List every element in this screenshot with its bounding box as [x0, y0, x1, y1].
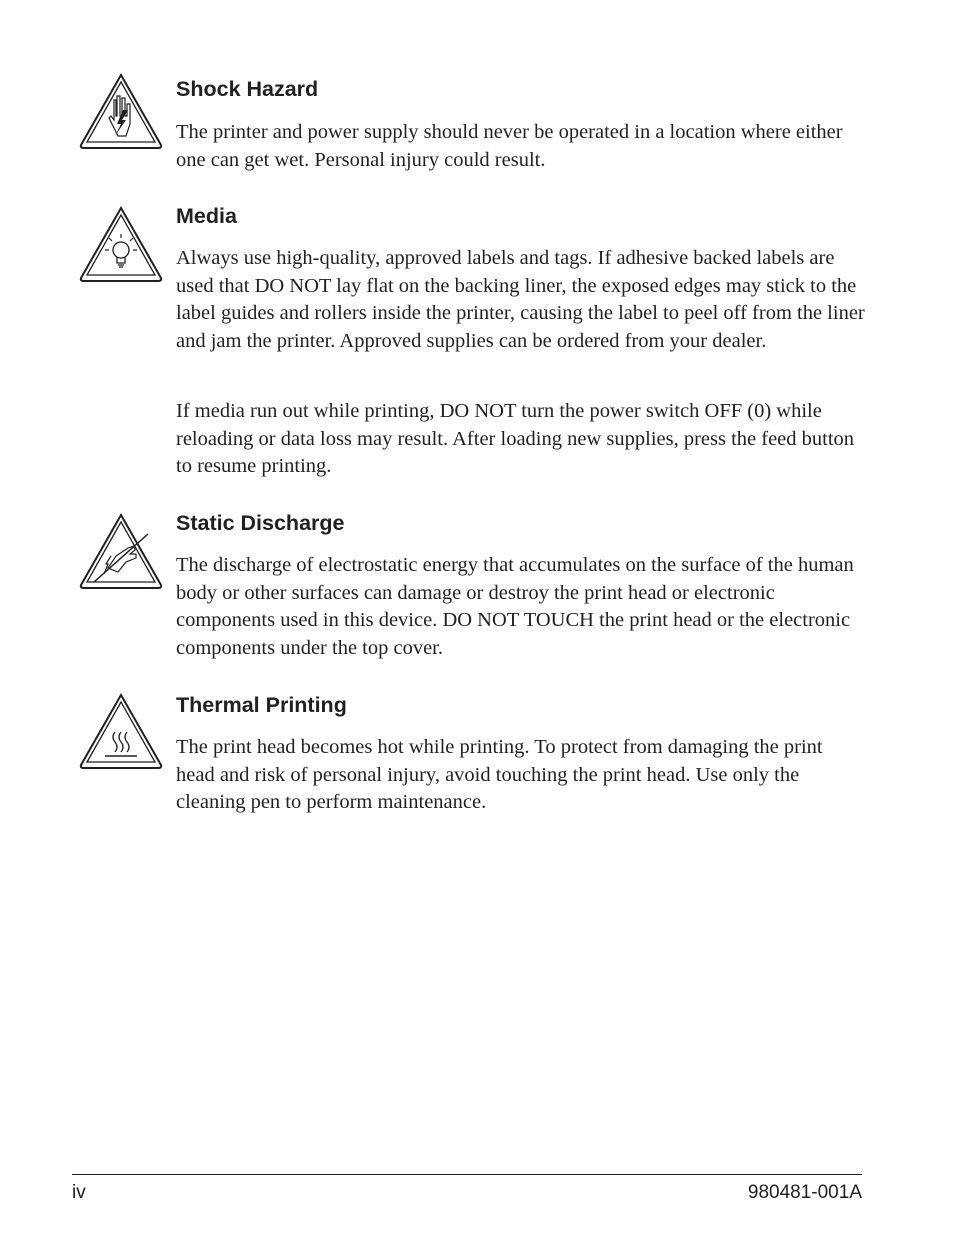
footer-divider: [72, 1174, 862, 1175]
section-paragraph: Always use high-quality, approved labels and tags. If adhesive backed labels are used that DO NOT lay flat on the backing liner, the exposed edges may stick to the label guides and rollers inside the printer, causing the label to peel off from the liner and jam the printer. Approved supplies can be ordered from your dealer.: [176, 247, 865, 352]
shock-hazard-icon: [78, 72, 164, 150]
section-heading: Shock Hazard: [176, 77, 319, 101]
static-discharge-icon: [78, 512, 164, 590]
document-number: 980481-001A: [747, 1182, 862, 1203]
section-heading: Static Discharge: [176, 511, 345, 535]
light-bulb-icon: [78, 205, 164, 283]
section-heading: Media: [176, 204, 237, 228]
section-paragraph: The print head becomes hot while printing. To protect from damaging the print head and risk of personal injury, avoid touching the print head. Use only the cleaning pen to perform maintenance.: [176, 736, 823, 814]
section-paragraph: The discharge of electrostatic energy that accumulates on the surface of the human body or other surfaces can damage or destroy the print head or electronic components used in this device. DO NOT TOUCH the print head or the electronic components under the top cover.: [176, 554, 854, 659]
page-number: iv: [72, 1182, 86, 1203]
hot-surface-icon: [78, 692, 164, 770]
section-heading: Thermal Printing: [176, 693, 347, 717]
section-paragraph: If media run out while printing, DO NOT turn the power switch OFF (0) while reloading or data loss may result. After loading new supplies, press the feed button to resume printing.: [176, 400, 855, 478]
section-paragraph: The printer and power supply should never be operated in a location where either one can get wet. Personal injury could result.: [176, 121, 843, 171]
